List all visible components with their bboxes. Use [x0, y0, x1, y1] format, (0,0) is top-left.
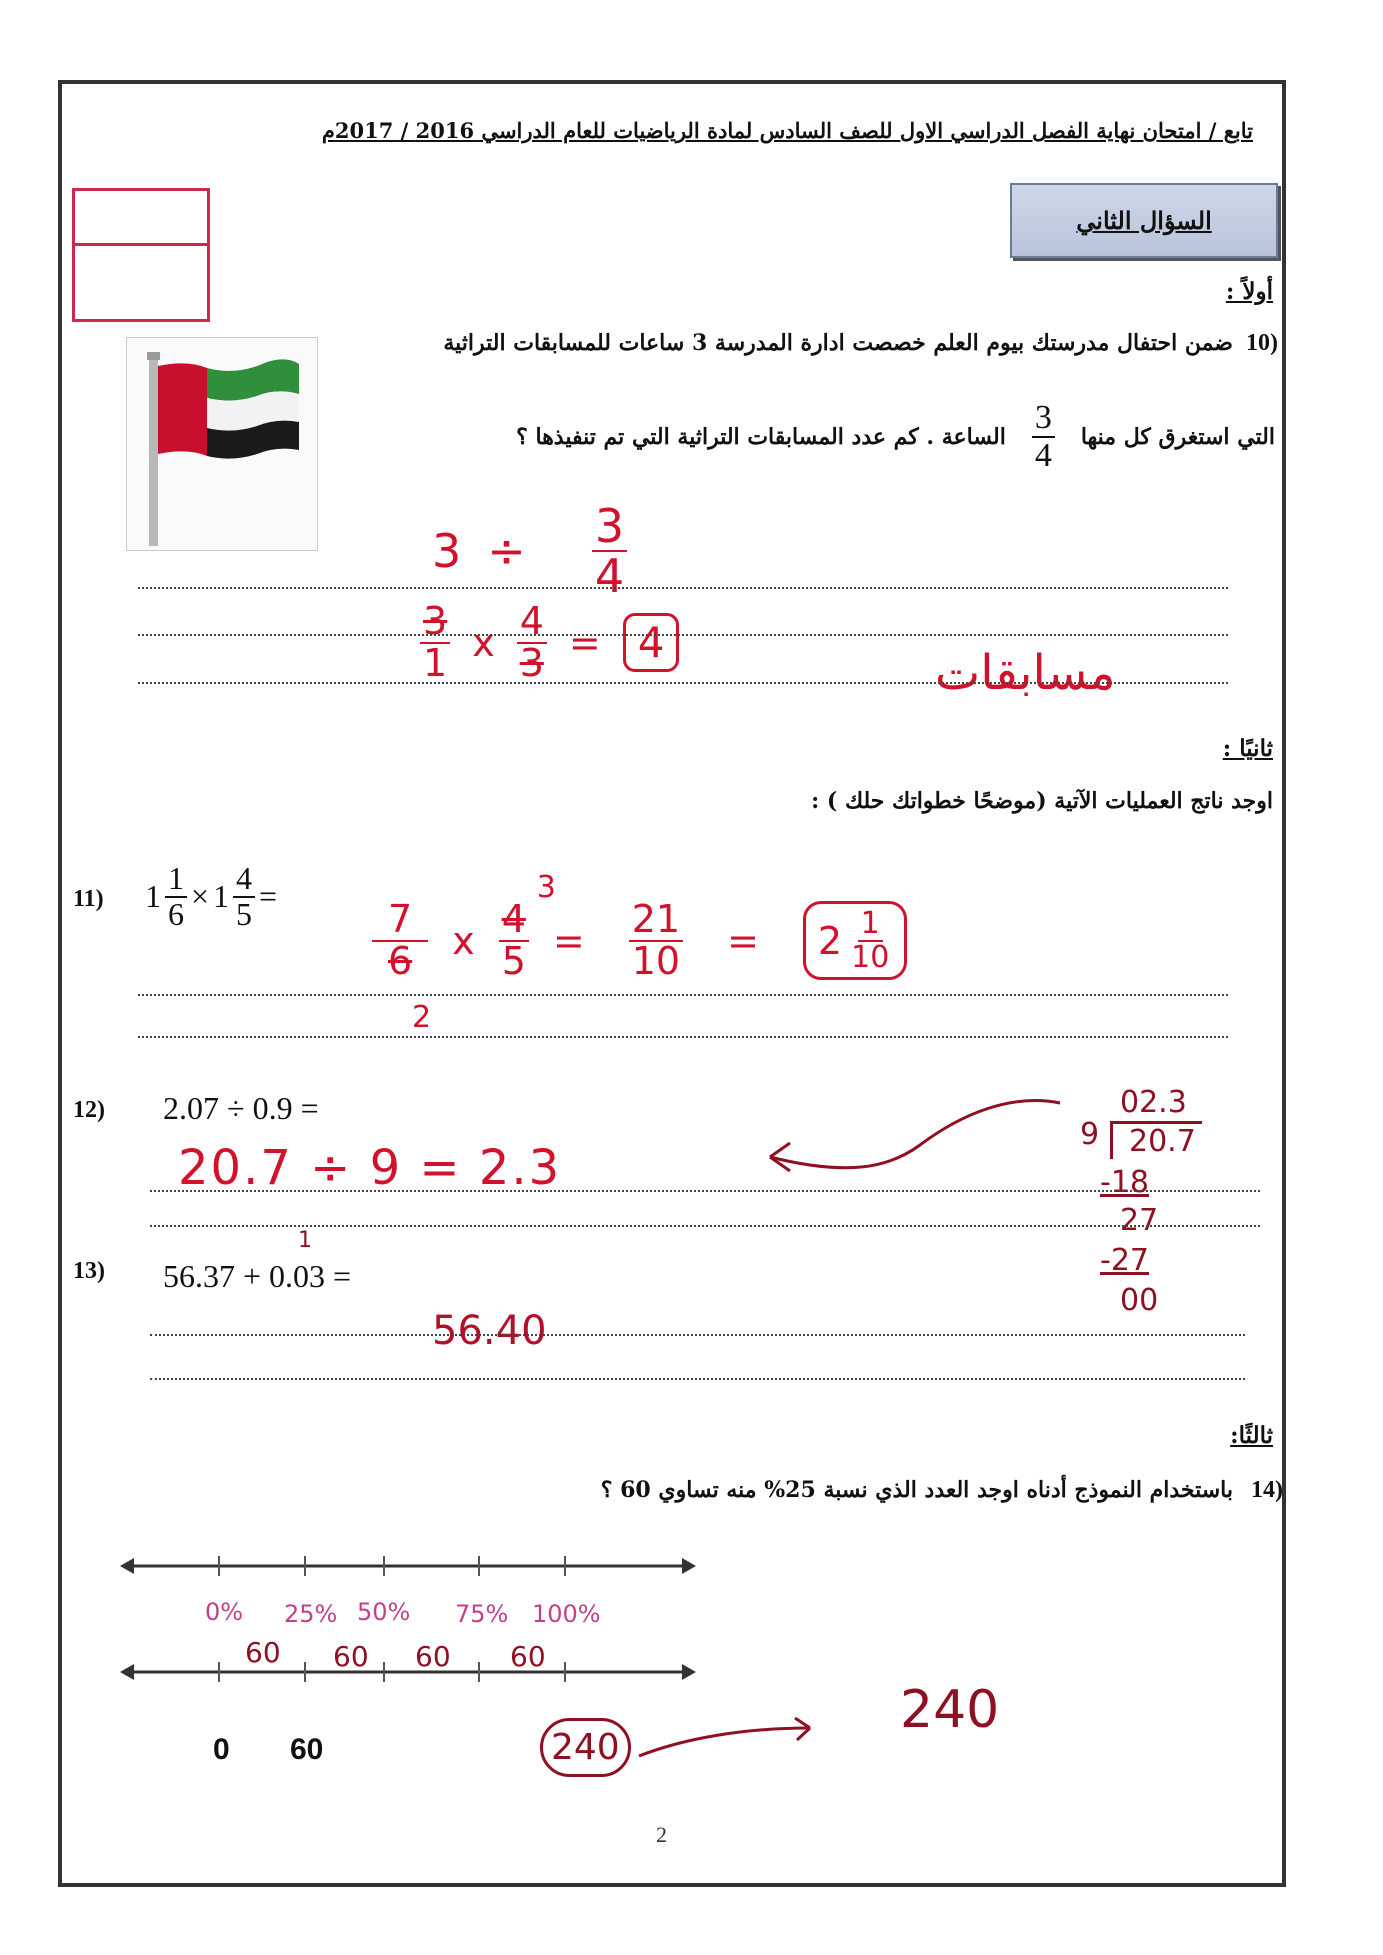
q10-answer-line2: [420, 599, 679, 685]
q11-op: ×: [191, 878, 210, 915]
percent-label-100: 100%: [532, 1600, 601, 1628]
percent-label-75: 75%: [455, 1600, 509, 1628]
q10-ans1-frac-num: 3: [592, 502, 627, 552]
q10-answer-line1: [432, 499, 627, 604]
answer-line: [150, 1225, 1260, 1227]
q11-ans-eq2: =: [727, 918, 759, 963]
q11-ans-f3n: 21: [629, 900, 683, 942]
q11-ans-frac3: [629, 897, 683, 983]
q10-ans2-f2-den: 3: [519, 640, 544, 685]
q11-ans-f2n: 4: [499, 900, 529, 942]
q11-ans-eq1: =: [552, 918, 585, 963]
part1-label: أولاً :: [1225, 278, 1273, 305]
q10-frac-den: 4: [1034, 436, 1052, 474]
q11-ans-f1n: 7: [372, 900, 428, 942]
q11-ans-frac2: [499, 897, 529, 983]
segment-label-3: 60: [415, 1640, 451, 1673]
q10-ans2-op: x: [472, 620, 495, 665]
q10-number: 10): [1246, 330, 1278, 356]
q14-arrow-icon: [635, 1708, 825, 1768]
q12-ld-step3: -27: [1100, 1243, 1149, 1278]
q11-number: 11): [73, 886, 104, 912]
q12-ld-remainder: 00: [1120, 1283, 1159, 1318]
q10-ans2-f1-num: 3: [420, 602, 450, 644]
uae-flag-image: [126, 337, 318, 551]
answer-line: [138, 994, 1228, 996]
q13-answer: 56.40: [432, 1308, 547, 1354]
q10-ans2-f1-den: 1: [423, 640, 448, 685]
q10-ans2-frac1: [420, 599, 450, 685]
section-header: السؤال الثاني: [1010, 183, 1278, 258]
q11-ans-frac1: [372, 897, 428, 983]
number-line-bottom: [118, 1652, 698, 1692]
q10-line2-start: التي استغرق كل منها: [1080, 423, 1275, 450]
q10-line2-end: الساعة . كم عدد المسابقات التراثية التي تم تنفيذها ؟: [516, 423, 1006, 450]
percent-label-0: 0%: [205, 1598, 244, 1626]
part3-label: ثالثًا:: [1230, 1422, 1273, 1449]
q11-answer: [372, 870, 907, 1035]
q11-n1: 1: [165, 862, 187, 898]
q12-answer: 20.7 ÷ 9 = 2.3: [178, 1140, 562, 1196]
answer-line: [138, 682, 1228, 684]
segment-label-1: 60: [245, 1636, 281, 1669]
q11-whole1: 1: [145, 878, 161, 915]
circled-answer: 240: [540, 1718, 631, 1777]
score-box-divider: [75, 243, 207, 246]
q11-ans-final-frac: [848, 908, 892, 973]
q12-ld-dividend: 20.7: [1110, 1121, 1202, 1159]
q11-d2: 5: [236, 895, 253, 932]
number-line-top: [118, 1546, 698, 1586]
part2-label: ثانيًا :: [1222, 735, 1273, 762]
q11-frac1: [165, 862, 187, 931]
q10-ans1-op: ÷: [487, 524, 526, 579]
q13-carry: 1: [298, 1228, 312, 1253]
q11-d1: 6: [168, 895, 184, 932]
q10-ans2-eq: =: [568, 620, 601, 665]
q10-fraction: [1032, 400, 1055, 473]
q10-frac-num: 3: [1032, 400, 1055, 438]
q11-ans-rd: 10: [851, 939, 890, 975]
q11-ans-cancel-above: 3: [536, 870, 556, 905]
q10-answer-word: مسابقات: [935, 645, 1116, 701]
q11-eq: =: [259, 878, 278, 915]
q12-ld-step1: -18: [1100, 1165, 1149, 1200]
q11-ans-frac1-wrap: [372, 897, 432, 1035]
q10-ans1-frac-den: 4: [594, 549, 625, 604]
q11-ans-rn: 1: [858, 908, 883, 942]
q11-ans-frac2-wrap: [499, 870, 556, 983]
q11-expression: [145, 862, 277, 931]
q11-ans-op: x: [452, 918, 475, 963]
segment-label-4: 60: [510, 1640, 546, 1673]
q11-n2: 4: [233, 862, 255, 898]
q10-ans1-frac: [592, 499, 627, 604]
q12-arrow-icon: [750, 1085, 1070, 1195]
final-answer: 240: [900, 1680, 1000, 1740]
q13-expression: 56.37 + 0.03 =: [163, 1258, 352, 1294]
part2-instruction: اوجد ناتج العمليات الآتية (موضحًا خطواتك حلك ) :: [811, 788, 1273, 814]
q10-ans2-f2-num: 4: [517, 602, 547, 644]
q11-ans-f1d: 6: [388, 938, 413, 983]
q13-number: 13): [73, 1258, 105, 1284]
answer-line: [150, 1378, 1245, 1380]
answer-line: [150, 1334, 1245, 1336]
score-box: [72, 188, 210, 322]
q10-ans1-whole: 3: [432, 524, 462, 579]
q11-ans-f3d: 10: [631, 938, 681, 983]
q12-number: 12): [73, 1097, 105, 1123]
exam-header-title: تابع / امتحان نهاية الفصل الدراسي الاول للصف السادس لمادة الرياضيات للعام الدراسي 2016 / 2017م: [321, 118, 1253, 143]
percent-label-50: 50%: [357, 1598, 411, 1626]
q11-whole2: 1: [213, 878, 230, 915]
flag-icon: [127, 338, 317, 550]
q12-ld-divisor: 9: [1080, 1117, 1100, 1152]
q12-ld-quotient: 02.3: [1120, 1085, 1187, 1120]
answer-line: [150, 1190, 1260, 1192]
bottom-label-0: 0: [213, 1733, 230, 1766]
q10-ans2-frac2: [517, 599, 547, 685]
q10-line1: ضمن احتفال مدرستك بيوم العلم خصصت ادارة المدرسة 3 ساعات للمسابقات التراثية: [443, 330, 1233, 356]
q12-ld-wrap: [1080, 1085, 1220, 1335]
q12-ld-step2: 27: [1120, 1203, 1159, 1238]
answer-line: [138, 634, 1228, 636]
q11-ans-f2d: 5: [501, 938, 526, 983]
q10-line2: [516, 400, 1275, 473]
q14-number: 14): [1251, 1477, 1283, 1503]
q10-ans2-result: 4: [623, 613, 680, 672]
answer-line: [138, 1036, 1228, 1038]
q12-expression: 2.07 ÷ 0.9 =: [163, 1090, 319, 1126]
q11-ans-cancel-below: 2: [412, 1000, 432, 1035]
q12-long-division: [1080, 1085, 1220, 1335]
q14-text: باستخدام النموذج أدناه اوجد العدد الذي نسبة 25% منه تساوي 60 ؟: [600, 1477, 1233, 1503]
q11-ans-final: [803, 901, 907, 980]
page-number: 2: [656, 1822, 667, 1847]
answer-line: [138, 587, 1228, 589]
q11-frac2: [233, 862, 255, 931]
q11-ans-whole: 2: [817, 918, 843, 963]
percent-label-25: 25%: [284, 1600, 338, 1628]
bottom-label-60: 60: [290, 1733, 324, 1766]
segment-label-2: 60: [333, 1640, 369, 1673]
